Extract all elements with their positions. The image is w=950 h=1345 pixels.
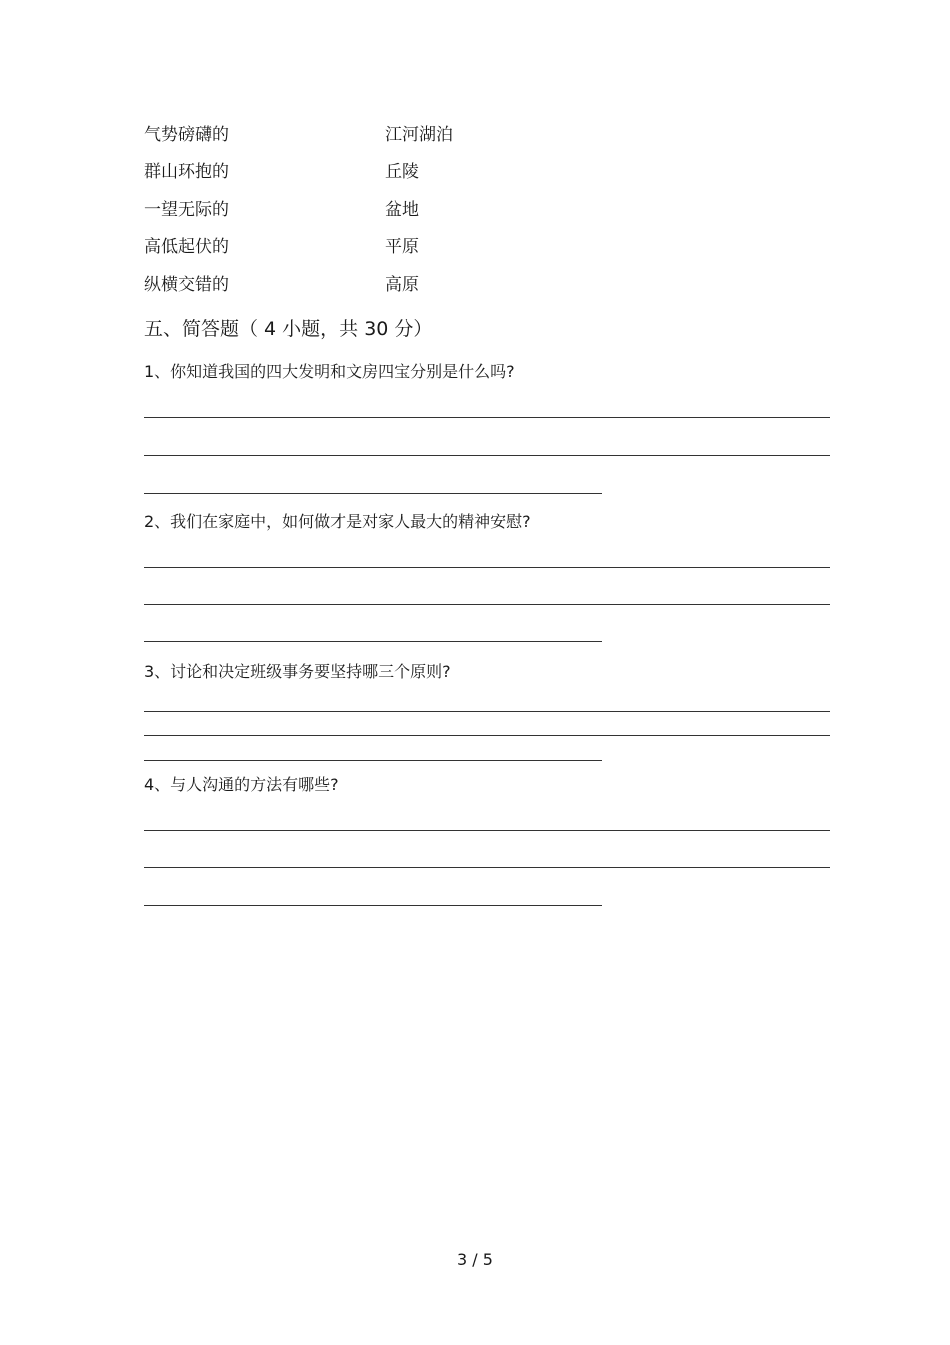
match-right-5: 高原	[385, 275, 419, 295]
match-left-5: 纵横交错的	[144, 275, 229, 295]
match-right-1: 江河湖泊	[385, 125, 453, 145]
match-left-4: 高低起伏的	[144, 237, 229, 257]
question-1: 1、你知道我国的四大发明和文房四宝分别是什么吗?	[144, 362, 515, 381]
answer-line	[144, 905, 602, 906]
answer-line	[144, 830, 830, 831]
answer-line	[144, 417, 830, 418]
answer-line	[144, 867, 830, 868]
page-number: 3 / 5	[457, 1250, 493, 1269]
match-right-4: 平原	[385, 237, 419, 257]
answer-line	[144, 641, 602, 642]
match-left-1: 气势磅礴的	[144, 125, 229, 145]
answer-line	[144, 760, 602, 761]
question-3: 3、讨论和决定班级事务要坚持哪三个原则?	[144, 662, 451, 681]
match-right-2: 丘陵	[385, 162, 419, 182]
question-2: 2、我们在家庭中，如何做才是对家人最大的精神安慰?	[144, 512, 531, 531]
question-4: 4、与人沟通的方法有哪些?	[144, 775, 339, 794]
match-left-3: 一望无际的	[144, 200, 229, 220]
answer-line	[144, 604, 830, 605]
answer-line	[144, 493, 602, 494]
answer-line	[144, 567, 830, 568]
match-left-2: 群山环抱的	[144, 162, 229, 182]
answer-line	[144, 735, 830, 736]
answer-line	[144, 711, 830, 712]
section-title: 五、简答题（ 4 小题，共 30 分）	[144, 318, 433, 340]
match-right-3: 盆地	[385, 200, 419, 220]
answer-line	[144, 455, 830, 456]
